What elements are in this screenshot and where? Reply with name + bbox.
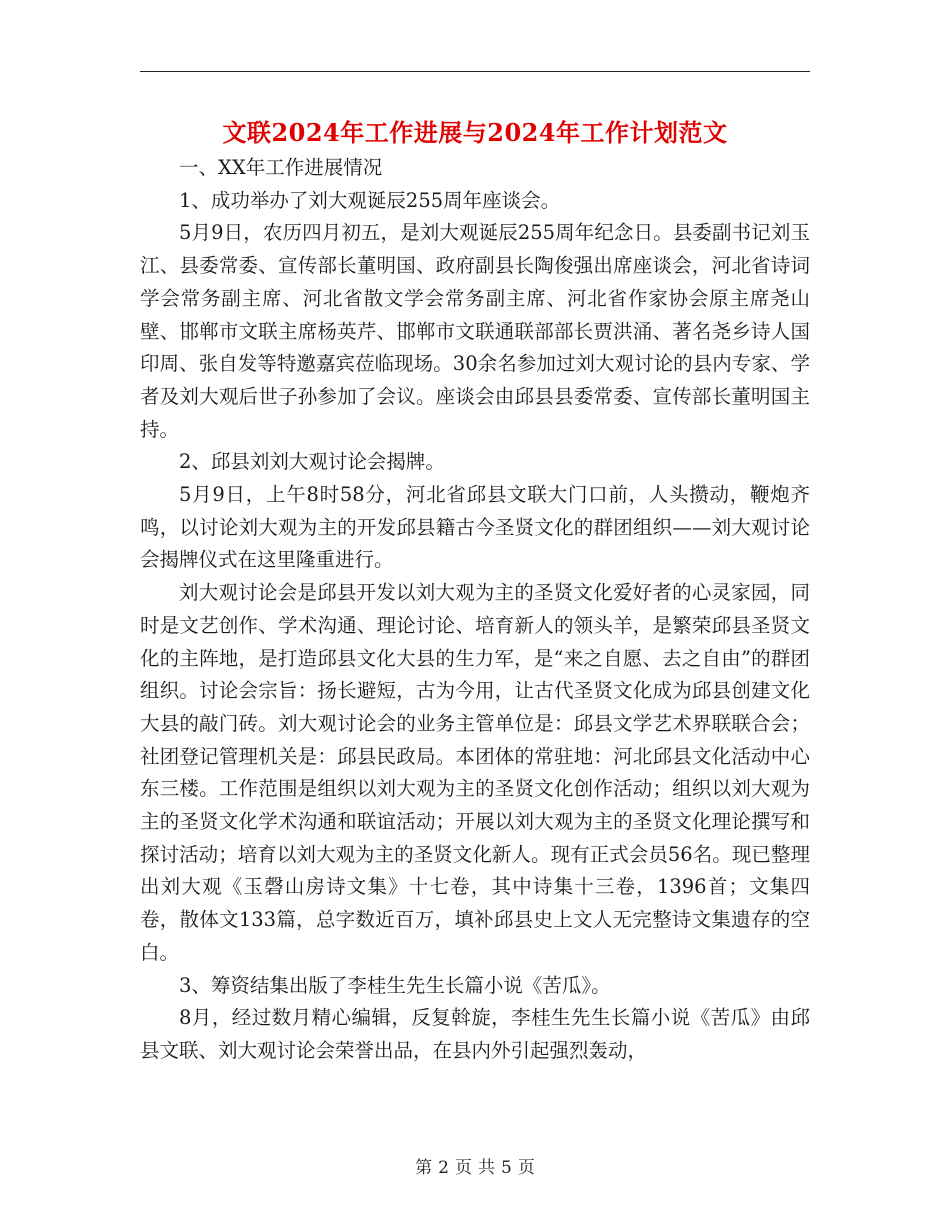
document-body	[140, 152, 810, 1068]
item-heading-2: 2、邱县刘刘大观讨论会揭牌。	[179, 450, 445, 474]
footer-ye2: 页	[517, 1158, 535, 1178]
page-footer	[0, 1153, 950, 1178]
item-heading-1: 1、成功举办了刘大观诞辰255周年座谈会。	[179, 188, 561, 212]
total-pages: 5	[501, 1158, 512, 1178]
footer-ye: 页	[455, 1158, 472, 1178]
footer-di: 第	[415, 1158, 433, 1178]
header-rule	[140, 71, 810, 72]
footer-gong: 共	[478, 1158, 495, 1178]
paragraph-1: 5月9日，农历四月初五，是刘大观诞辰255周年纪念日。县委副书记刘玉江、县委常委、宣传部长董明国、政府副县长陶俊强出席座谈会，河北省诗词学会常务副主席、河北省散文学会常务副主席、河北省作家协会原主席尧山壁、邯郸市文联主席杨英芹、邯郸市文联通联部部长贾洪涌、著名尧乡诗人国印周、张自发等特邀嘉宾莅临现场。30余名参加过刘大观讨论的县内专家、学者及刘大观后世子孙参加了会议。座谈会由邱县县委常委、宣传部长董明国主持。	[140, 221, 810, 441]
item-heading-3: 3、筹资结集出版了李桂生先生长篇小说《苦瓜》。	[179, 973, 611, 997]
document-title: 文联2024年工作进展与2024年工作计划范文	[222, 118, 728, 147]
paragraph-4: 8月，经过数月精心编辑，反复斡旋，李桂生先生长篇小说《苦瓜》由邱县文联、刘大观讨论会荣誉出品，在县内外引起强烈轰动，	[140, 1006, 810, 1062]
paragraph-2: 5月9日，上午8时58分，河北省邱县文联大门口前，人头攒动，鞭炮齐鸣，以讨论刘大观为主的开发邱县籍古今圣贤文化的群团组织——刘大观讨论会揭牌仪式在这里隆重进行。	[140, 483, 810, 572]
page-number: 2	[438, 1158, 449, 1178]
paragraph-3: 刘大观讨论会是邱县开发以刘大观为主的圣贤文化爱好者的心灵家园，同时是文艺创作、学术沟通、理论讨论、培育新人的领头羊，是繁荣邱县圣贤文化的主阵地，是打造邱县文化大县的生力军，是“来之自愿、去之自由”的群团组织。讨论会宗旨：扬长避短，古为今用，让古代圣贤文化成为邱县创建文化大县的敲门砖。刘大观讨论会的业务主管单位是：邱县文学艺术界联联合会；社团登记管理机关是：邱县民政局。本团体的常驻地：河北邱县文化活动中心东三楼。工作范围是组织以刘大观为主的圣贤文化创作活动；组织以刘大观为主的圣贤文化学术沟通和联谊活动；开展以刘大观为主的圣贤文化理论撰写和探讨活动；培育以刘大观为主的圣贤文化新人。现有正式会员56名。现已整理出刘大观《玉磬山房诗文集》十七卷，其中诗集十三卷，1396首；文集四卷，散体文133篇，总字数近百万，填补邱县史上文人无完整诗文集遗存的空白。	[140, 581, 810, 964]
section-heading: 一、XX年工作进展情况	[179, 156, 383, 179]
